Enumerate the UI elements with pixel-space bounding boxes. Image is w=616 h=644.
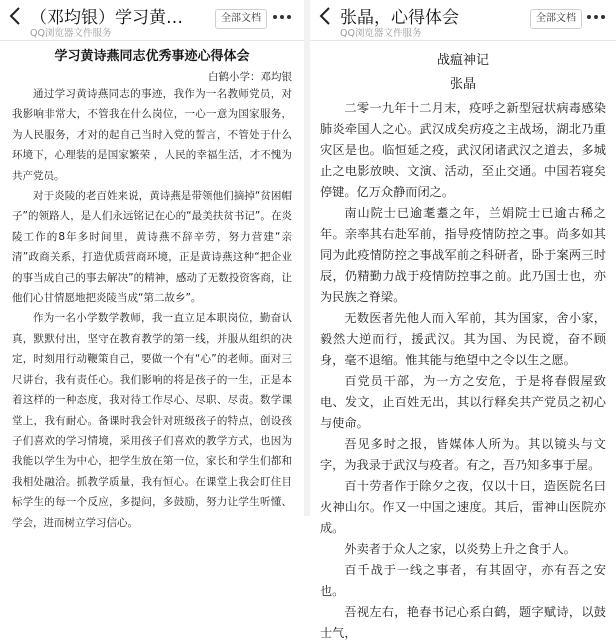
paragraph: 百十劳者作于除夕之夜，仅以十日，造医院名曰火神山尔。作又一中国之速度。其后，雷神山医院亦成。 <box>320 479 606 535</box>
chevron-left-icon <box>9 6 21 26</box>
paragraph: 无数医者先他人而入军前，其为国家，舍小家，毅然大逆而行，援武汉。其为国、为民谠，奋不顾身，毫不退缩。惟其能与绝望中之令以生之愿。 <box>320 311 606 367</box>
paragraph: 吾视左右，艳春书记心系白鹤，题字赋诗，以鼓士气， <box>320 605 606 640</box>
paragraph: 对于炎陵的老百姓来说，黄诗燕是带领他们摘掉“贫困帽子”的领路人，是人们永远铭记在心的“最美扶贫书记”。在炎陵工作的8年多时间里，黄诗燕不辞辛劳，努力营建“亲清”政商关系，打造优质营商环境，正是黄诗燕这种“把企业的事当成自己的事去解决”的精神，感动了无数投资客商，让他们心甘情愿地把炎陵当成“第二故乡”。 <box>12 190 292 305</box>
paragraph: 作为一名小学数学教师，我一直立足本职岗位，勤奋认真，默默付出，坚守在教育教学的第一线，并服从组织的决定，时刻用行动鞭策自己，要做一个有“心”的老师。面对三尺讲台，我有责任心。我们影响的将是孩子的一生，正是本着这样的一种态度，我对待工作尽心、尽职、尽责。数学课堂上，我有耐心。备课时我会针对班级孩子的特点，创设孩子们喜欢的学习情境，采用孩子们喜欢的教学方式，也因为我能以学生为中心，把学生放在第一位，家长和学生们都和我相处融洽。抓教学质量，我有恒心。在课堂上我会盯住目标学生的每一个反应，多提问，多鼓励，努力让学生听懂、学会，进而树立学习信心。 <box>12 312 292 529</box>
left-all-docs-button[interactable]: 全部文档 <box>215 9 267 29</box>
doc-author: 张晶 <box>449 77 476 92</box>
paragraph: 百千战于一线之事者，有其固守，亦有吾之安也。 <box>320 563 606 598</box>
paragraph: 南山院士已逾耄耋之年，兰娟院士已逾古稀之年。亲率其右赴军前，指导疫情防控之事。尚多如其同为此疫情防控之事战军前之科研者，卧于案两三时辰，仍精勤力战于疫情防控事之前。此乃国士也，亦为民族之脊梁。 <box>320 206 606 304</box>
left-header <box>0 0 304 41</box>
doc-byline: 白鹤小学：邓均银 <box>208 71 292 83</box>
right-document-body <box>310 53 616 644</box>
left-document-pane <box>0 0 304 529</box>
right-all-docs-button[interactable]: 全部文档 <box>530 9 582 29</box>
paragraph: 外卖者于众人之家，以炎势上升之食于人。 <box>344 542 576 556</box>
right-doc-source: QQ浏览器文件服务 <box>340 28 422 39</box>
chevron-left-icon <box>319 6 331 26</box>
paragraph: 二零一九年十二月末，疫呼之新型冠状病毒感染肺炎牵国人之心。武汉成矣疠疫之主战场，湖北乃重灾区是也。临恒延之疫，武汉闭诸武汉之道去，多城止之电影放映、文演、活动，至止交通。中国若寝矣停键。亿万众静而闭之。 <box>320 101 606 199</box>
paragraph: 吾见多时之报，皆媒体人所为。其以镜头与文字，为我录于武汉与疫者。有之，吾乃知多事于屋。 <box>320 437 606 472</box>
left-more-button[interactable] <box>270 6 294 28</box>
paragraph: 通过学习黄诗燕同志的事迹，我作为一名教师党员，对我影响非常大，不管我在什么岗位，一心一意为国家服务，为人民服务，才对的起自己当时入党的誓言，不管处于什么环境下，心理装的是国家繁荣 ，人民的幸福生活，才不愧为共产党员。 <box>12 88 292 182</box>
paragraph: 百党员干部，为一方之安危，于是将春假屋致电、发文，止百姓无出，其以行释矣共产党员之初心与使命。 <box>320 374 606 430</box>
right-back-button[interactable] <box>316 5 334 27</box>
doc-heading: 战瘟神记 <box>436 53 489 68</box>
more-dots-icon <box>586 14 606 20</box>
left-document-body <box>0 49 304 533</box>
right-document-pane <box>310 0 616 640</box>
left-doc-title: （邓均银）学习黄… <box>30 8 183 28</box>
more-dots-icon <box>272 14 292 20</box>
right-more-button[interactable] <box>584 6 608 28</box>
right-doc-title: 张晶，心得体会 <box>340 8 459 28</box>
left-doc-source: QQ浏览器文件服务 <box>30 28 112 39</box>
left-back-button[interactable] <box>6 5 24 27</box>
doc-heading: 学习黄诗燕同志优秀事迹心得体会 <box>54 49 250 64</box>
right-header <box>310 0 616 41</box>
